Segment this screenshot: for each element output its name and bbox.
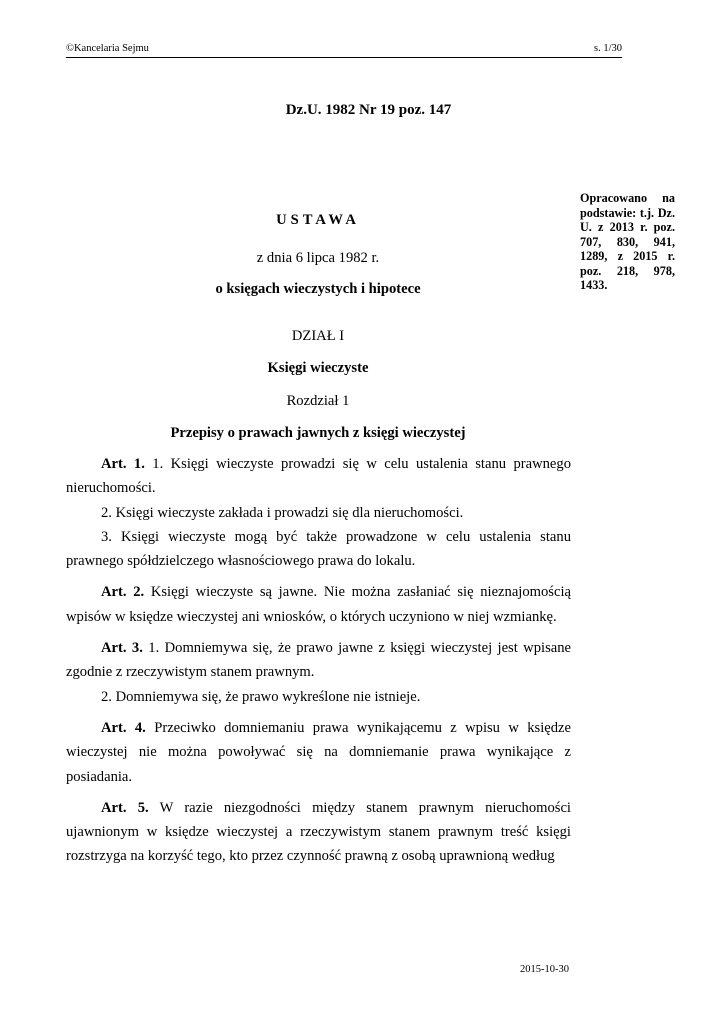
article-4-text: Przeciwko domniemaniu prawa wynikającemu z wpisu w księdze wieczystej nie można powoływać się na domniemanie prawa wynikające z posiadania. [66,719,572,785]
article-1-paragraph-2 [66,501,571,525]
page-footer-date: 2015-10-30 [520,964,569,975]
chapter-label: Rozdział 1 [286,393,350,409]
chapter-name: Przepisy o prawach jawnych z księgi wieczystej [170,425,466,441]
side-note: Opracowano na podstawie: t.j. Dz. U. z 2013 r. poz. 707, 830, 941, 1289, z 2015 r. poz. 218, 978, 1433. [580,191,675,292]
article-2-paragraph [66,580,571,629]
article-3-label: Art. 3. [101,640,143,657]
article-3-paragraph-2 [66,685,571,709]
article-5-label: Art. 5. [101,799,149,816]
article-5-paragraph [66,796,571,869]
article-2-label: Art. 2. [101,584,145,601]
act-date: z dnia 6 lipca 1982 r. [256,250,380,266]
article-4-label: Art. 4. [101,719,146,736]
article-3-text-2: 2. Domniemywa się, że prawo wykreślone nie istnieje. [101,688,421,705]
division-name: Księgi wieczyste [267,360,369,376]
article-4-paragraph [66,716,571,789]
article-1-label: Art. 1. [101,456,145,472]
division-label: DZIAŁ I [291,328,345,344]
act-title: USTAWA [276,212,360,228]
article-5-text: W razie niezgodności między stanem prawnym nieruchomości ujawnionym w księdze wieczystej a rzeczywistym stanem prawnym treść księgi rozstrzyga na korzyść tego, kto przez czynność prawną z osobą uprawnioną według [66,799,571,865]
document-body [66,452,571,869]
article-3-text-1: 1. Domniemywa się, że prawo jawne z księgi wieczystej jest wpisane zgodnie z rzeczywistym stanem prawnym. [66,640,571,681]
article-1-paragraph-3 [66,525,571,574]
page-header [66,41,622,58]
article-1-text-1: 1. Księgi wieczyste prowadzi się w celu ustalenia stanu prawnego nieruchomości. [66,456,571,497]
article-1-text-3: 3. Księgi wieczyste mogą być także prowadzone w celu ustalenia stanu prawnego spółdzielczego własnościowego prawa do lokalu. [66,528,571,570]
header-page-number: s. 1/30 [593,43,622,54]
article-2-text: Księgi wieczyste są jawne. Nie można zasłaniać się nieznajomością wpisów w księdze wieczystej ani wniosków, o których uczyniono w niej wzmiankę. [66,584,571,625]
act-subject: o księgach wieczystych i hipotece [215,281,421,297]
article-1-text-2: 2. Księgi wieczyste zakłada i prowadzi się dla nieruchomości. [101,504,464,521]
article-3-paragraph-1 [66,636,571,685]
header-publisher: ©Kancelaria Sejmu [66,43,149,54]
article-1-paragraph-1 [66,452,571,501]
journal-reference: Dz.U. 1982 Nr 19 poz. 147 [285,102,452,118]
